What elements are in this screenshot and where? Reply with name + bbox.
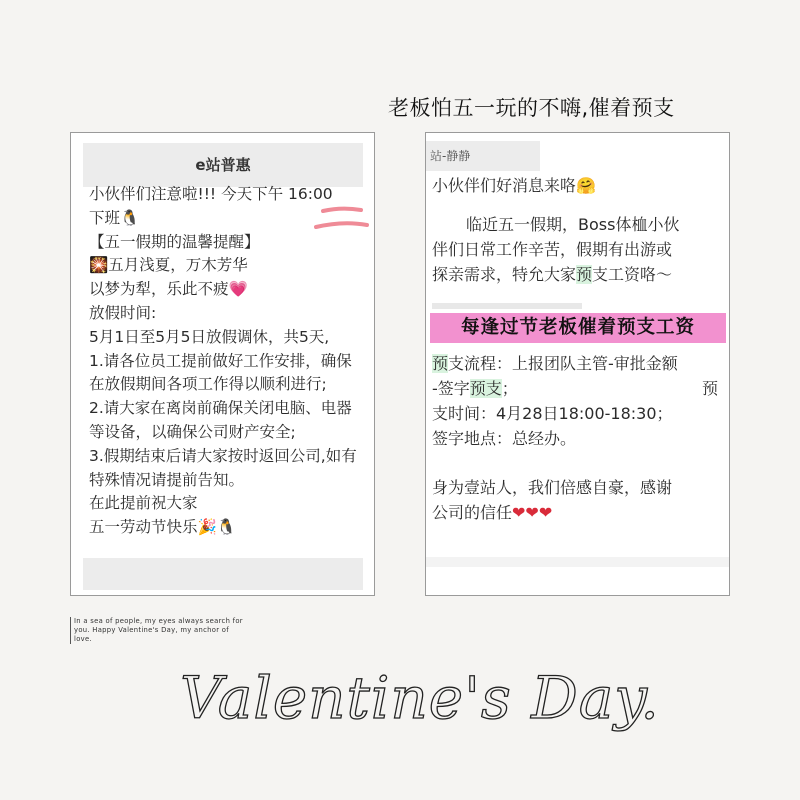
message-line: 五一劳动节快乐🎉🐧 [89,518,237,537]
highlight-text: 预 [432,354,449,373]
left-chat-screenshot [70,132,375,596]
para-text: 探亲需求，特允大家 [432,265,577,284]
faded-line [432,303,582,309]
caption-text: In a sea of people, my eyes always search for you. Happy Valentine's Day, my anchor of love. [70,617,244,644]
left-message-body [89,183,367,540]
greeting-line [432,173,724,198]
headline: 老板怕五一玩的不嗨,催着预支 [388,96,675,120]
message-line: 在此提前祝大家 [89,494,198,513]
right-chat-footer [426,557,730,567]
flow-text: 支流程：上报团队主管-审批金额 [448,354,678,373]
right-message-body-2 [432,351,724,525]
message-line: 1.请各位员工提前做好工作安排，确保在放假期间各项工作得以顺利进行; [89,351,352,394]
valentine-script-text: Valentine's Day. [180,664,660,732]
message-line: 以梦为犁，乐此不疲💗 [89,280,248,299]
message-line: 放假时间: [89,303,157,322]
left-chat-header: e站普惠 [83,143,363,187]
para-text: 支工资咯～ [592,265,673,284]
place-line: 签字地点：总经办。 [432,429,577,448]
left-chat-footer [83,558,363,590]
pink-banner: 每逢过节老板催着预支工资 [430,313,726,343]
message-line: 2.请大家在离岗前确保关闭电脑、电器等设备，以确保公司财产安全; [89,399,352,441]
highlight-text: 预支 [469,379,502,398]
message-line: 🎇五月浅夏，万木芳华 [89,256,248,275]
greeting-text: 小伙伴们好消息来咯 [432,176,577,195]
flow-line [432,351,724,376]
valentine-script-title [150,650,690,750]
right-chat-screenshot [425,132,730,596]
para-line: 伴们日常工作辛苦，假期有出游或 [432,240,673,259]
pink-underline-mark [311,203,371,233]
flow-text: ； [501,379,518,398]
message-line: 下班🐧 [89,208,140,227]
flow-line [432,376,724,401]
flow-text: 预 [701,379,718,398]
message-line: 5月1日至5月5日放假调休，共5天, [89,327,330,346]
highlight-text: 预 [576,265,593,284]
flow-text: -签字 [432,379,470,398]
message-line: 【五一假期的温馨提醒】 [89,232,260,251]
heart-icons: ❤❤❤ [512,503,553,522]
right-chat-header: 站-静静 [426,141,540,171]
closing-text: 公司的信任 [432,503,513,522]
message-line: 小伙伴们注意啦!!! 今天下午 16:00 [89,185,333,203]
closing-line [432,500,724,525]
hug-emoji-icon: 🤗 [576,176,596,195]
message-line: 3.假期结束后请大家按时返回公司,如有特殊情况请提前告知。 [89,446,357,489]
para-line: 临近五一假期，Boss体桖小伙 [466,215,680,234]
closing-line: 身为壹站人，我们倍感自豪，感谢 [432,478,673,497]
para-line [432,262,724,287]
time-line: 支时间：4月28日18:00-18:30； [432,404,673,423]
right-message-body [432,173,724,287]
